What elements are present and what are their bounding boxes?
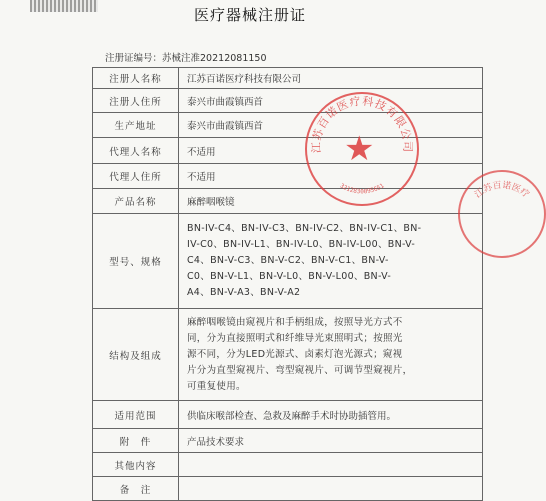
spec-line: C4、BN-V-C3、BN-V-C2、BN-V-C1、BN-V- [187, 255, 389, 266]
row-label: 附 件 [93, 429, 179, 453]
table-row [93, 401, 483, 429]
table-row [93, 189, 483, 214]
svg-text:江苏百诺医疗 [473, 179, 532, 201]
spec-line: BN-IV-C4、BN-IV-C3、BN-IV-C2、BN-IV-C1、BN- [187, 223, 422, 234]
certificate-table [92, 67, 483, 501]
table-row [93, 68, 483, 89]
row-label: 其他内容 [93, 453, 179, 477]
document-title: 医疗器械注册证 [193, 6, 306, 24]
row-value: 不适用 [179, 138, 483, 164]
row-label: 代理人住所 [93, 164, 179, 189]
svg-text:3212830095651 [339, 182, 386, 195]
row-value [179, 453, 483, 477]
table-row [93, 453, 483, 477]
table-row [93, 113, 483, 138]
row-label: 注册人名称 [93, 68, 179, 89]
row-label: 结构及组成 [93, 309, 179, 401]
structure-line: 麻醉咽喉镜由窥视片和手柄组成，按照导光方式不 [187, 316, 403, 328]
row-label: 型号、规格 [93, 214, 179, 309]
table-row [93, 138, 483, 164]
row-label: 生产地址 [93, 113, 179, 138]
structure-line: 可重复使用。 [187, 380, 246, 392]
table-row [93, 429, 483, 453]
spec-line: IV-C0、BN-IV-L1、BN-IV-L0、BN-IV-L00、BN-V- [187, 239, 416, 250]
company-seal [305, 92, 419, 206]
table-row [93, 164, 483, 189]
seal-star-icon: ★ [344, 129, 375, 169]
registration-number [105, 50, 267, 64]
seal-company-text: 江苏百诺医疗科技有限公司 [309, 94, 415, 154]
row-value: 江苏百诺医疗科技有限公司 [179, 68, 483, 89]
structure-line: 同，分为直接照明式和纤维导光束照明式；按照光 [187, 332, 403, 344]
row-label: 产品名称 [93, 189, 179, 214]
row-label: 注册人住所 [93, 89, 179, 113]
seal-code-text: 3212830095651 [338, 182, 386, 196]
row-value: 麻醉咽喉镜 [179, 189, 483, 214]
table-row [93, 214, 483, 309]
spec-line: C0、BN-V-L1、BN-V-L0、BN-V-L00、BN-V- [187, 271, 392, 282]
table-row [93, 309, 483, 401]
row-value-multiline [179, 214, 483, 309]
row-value: 不适用 [179, 164, 483, 189]
row-value: 泰兴市曲霞镇西首 [179, 113, 483, 138]
row-value-multiline [179, 309, 483, 401]
row-label: 备 注 [93, 477, 179, 501]
row-label: 适用范围 [93, 401, 179, 429]
partial-seal [458, 170, 546, 258]
registration-number-label: 注册证编号： [105, 53, 163, 64]
table-row [93, 89, 483, 113]
row-value: 供临床喉部检查、急救及麻醉手术时协助插管用。 [179, 401, 483, 429]
row-value: 泰兴市曲霞镇西首 [179, 89, 483, 113]
partial-seal-ring [460, 172, 544, 256]
row-value [179, 477, 483, 501]
spec-line: A4、BN-V-A3、BN-V-A2 [187, 287, 301, 298]
partial-seal-text: 江苏百诺医疗 [473, 180, 531, 201]
table-row [93, 477, 483, 501]
structure-line: 片分为直型窥视片、弯型窥视片、可调节型窥视片， [187, 364, 413, 376]
registration-number-value: 苏械注准20212081150 [162, 53, 267, 64]
structure-line: 源不同，分为LED光源式、卤素灯泡光源式；窥视 [187, 348, 403, 360]
row-label: 代理人名称 [93, 138, 179, 164]
row-value: 产品技术要求 [179, 429, 483, 453]
